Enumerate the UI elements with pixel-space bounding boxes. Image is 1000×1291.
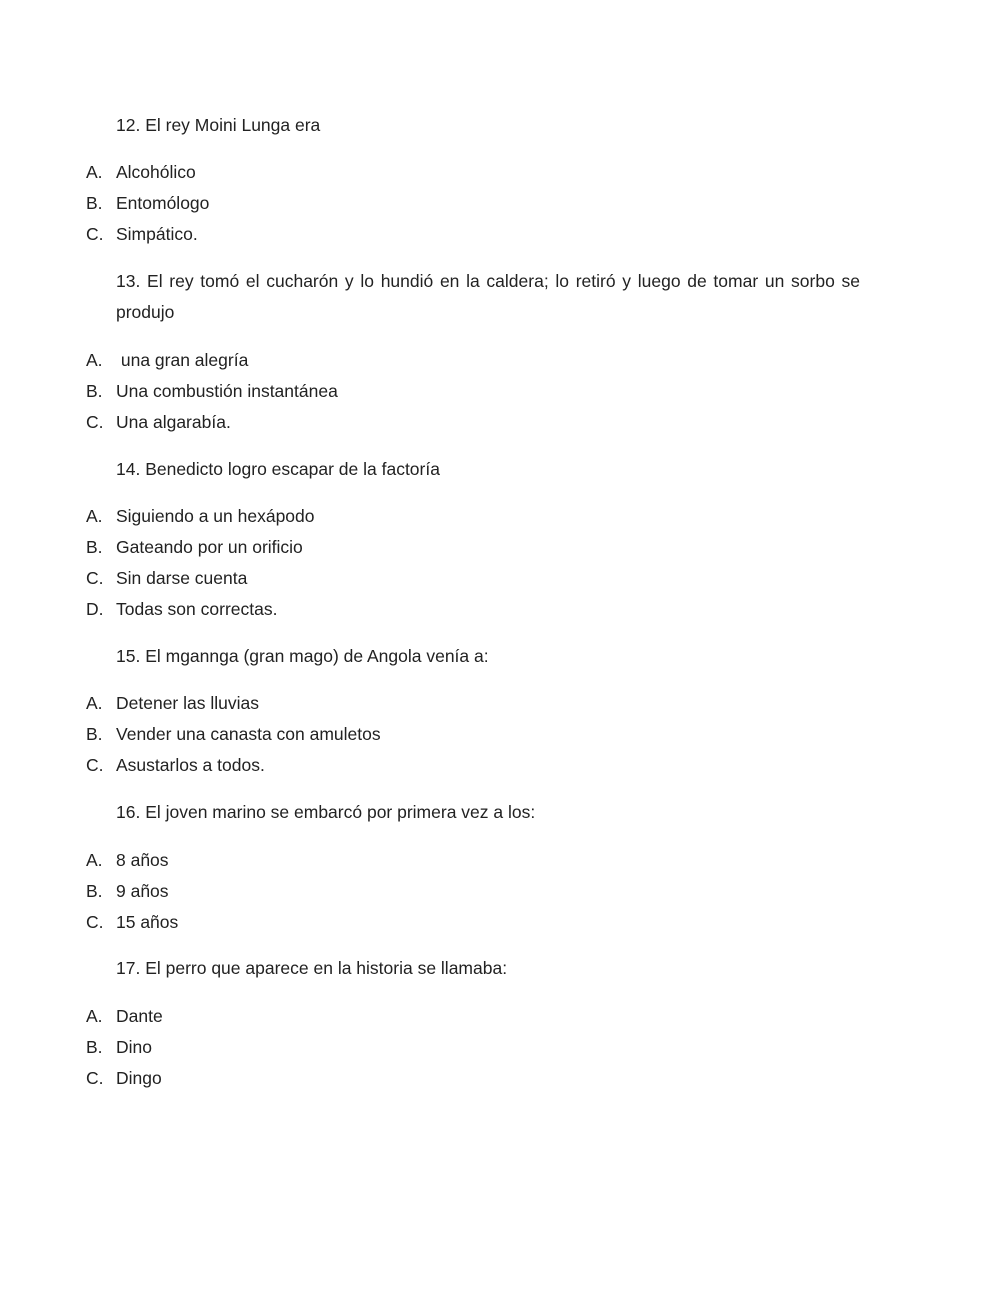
option-letter: C. (86, 912, 104, 932)
option-text: Vender una canasta con amuletos (116, 724, 381, 744)
option-text: Todas son correctas. (116, 599, 278, 619)
option-letter: B. (86, 724, 103, 744)
option-letter: A. (86, 1006, 103, 1026)
question-14-prompt: 14. Benedicto logro escapar de la factoría (116, 459, 440, 479)
question-16-options (86, 845, 178, 938)
option-14-a (86, 501, 315, 532)
option-13-b (86, 376, 338, 407)
option-text: Dante (116, 1006, 163, 1026)
option-text: Detener las lluvias (116, 693, 259, 713)
option-letter: A. (86, 850, 103, 870)
option-text: Gateando por un orificio (116, 537, 303, 557)
question-15-options (86, 688, 381, 781)
option-letter: C. (86, 1068, 104, 1088)
option-12-c (86, 219, 209, 250)
option-text: Alcohólico (116, 162, 196, 182)
option-13-c (86, 407, 338, 438)
question-13-options (86, 345, 338, 438)
option-14-b (86, 532, 315, 563)
question-17-prompt: 17. El perro que aparece en la historia se llamaba: (116, 958, 508, 978)
option-letter: B. (86, 537, 103, 557)
option-letter: C. (86, 412, 104, 432)
option-letter: C. (86, 568, 104, 588)
option-14-d (86, 594, 315, 625)
option-12-b (86, 188, 209, 219)
option-17-c (86, 1063, 163, 1094)
option-16-a (86, 845, 178, 876)
question-14-options (86, 501, 315, 625)
option-text: Dingo (116, 1068, 162, 1088)
option-text: Dino (116, 1037, 152, 1057)
option-text: 9 años (116, 881, 169, 901)
option-letter: A. (86, 350, 103, 370)
option-text: Sin darse cuenta (116, 568, 248, 588)
option-15-b (86, 719, 381, 750)
option-letter: B. (86, 881, 103, 901)
question-16-prompt: 16. El joven marino se embarcó por primera vez a los: (116, 802, 536, 822)
question-13-prompt: 13. El rey tomó el cucharón y lo hundió en la caldera; lo retiró y luego de tomar un sorbo se produjo (116, 271, 860, 322)
option-letter: B. (86, 1037, 103, 1057)
option-text: Una combustión instantánea (116, 381, 338, 401)
option-15-c (86, 750, 381, 781)
option-17-b (86, 1032, 163, 1063)
option-letter: B. (86, 193, 103, 213)
option-letter: A. (86, 693, 103, 713)
option-text: Una algarabía. (116, 412, 231, 432)
question-15-prompt: 15. El mgannga (gran mago) de Angola venía a: (116, 646, 489, 666)
option-text: una gran alegría (116, 350, 249, 370)
option-text: 15 años (116, 912, 179, 932)
option-12-a (86, 157, 209, 188)
option-text: Simpático. (116, 224, 198, 244)
question-12-options (86, 157, 209, 250)
option-16-b (86, 876, 178, 907)
option-letter: B. (86, 381, 103, 401)
option-text: Entomólogo (116, 193, 210, 213)
option-letter: A. (86, 162, 103, 182)
option-letter: D. (86, 599, 104, 619)
option-16-c (86, 907, 178, 938)
option-15-a (86, 688, 381, 719)
option-letter: C. (86, 755, 104, 775)
option-letter: A. (86, 506, 103, 526)
option-letter: C. (86, 224, 104, 244)
option-text: Siguiendo a un hexápodo (116, 506, 315, 526)
question-17-options (86, 1001, 163, 1094)
option-17-a (86, 1001, 163, 1032)
option-text: Asustarlos a todos. (116, 755, 265, 775)
option-14-c (86, 563, 315, 594)
question-12-prompt: 12. El rey Moini Lunga era (116, 115, 321, 135)
option-13-a (86, 345, 338, 376)
option-text: 8 años (116, 850, 169, 870)
